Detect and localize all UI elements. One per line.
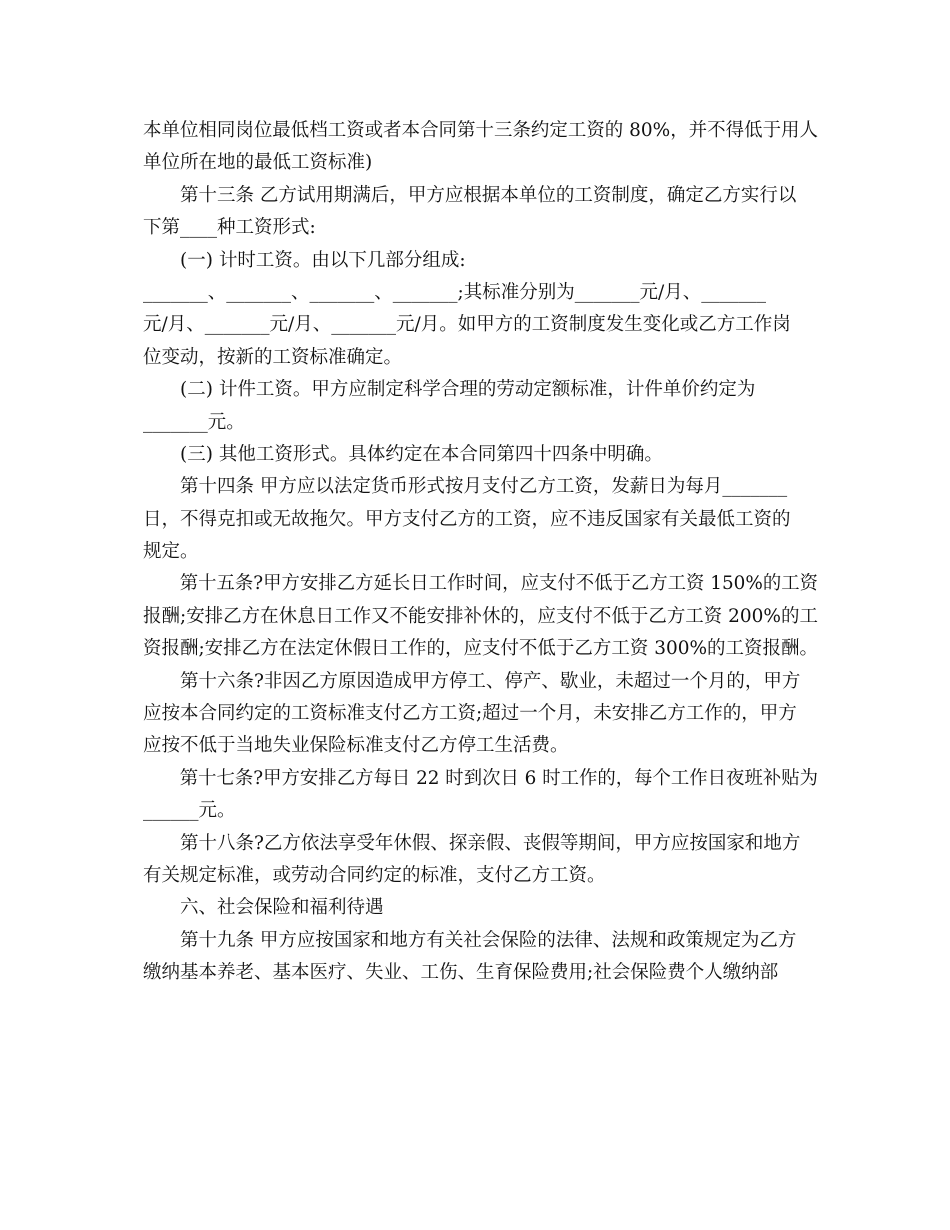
text-line: 单位所在地的最低工资标准): [143, 152, 373, 174]
text-line: 日，不得克扣或无故拖欠。甲方支付乙方的工资，应不违反国家有关最低工资的: [143, 508, 791, 530]
text-line: 资报酬;安排乙方在法定休假日工作的，应支付不低于乙方工资 300%的工资报酬。: [143, 638, 818, 660]
text-line: 有关规定标准，或劳动合同约定的标准，支付乙方工资。: [143, 864, 606, 886]
text-line: 第十七条?甲方安排乙方每日 22 时到次日 6 时工作的，每个工作日夜班补贴为: [179, 767, 818, 789]
text-line: 位变动，按新的工资标准确定。: [143, 346, 403, 368]
text-line: 本单位相同岗位最低档工资或者本合同第十三条约定工资的 80%，并不得低于用人: [143, 120, 819, 141]
text-line: (三) 其他工资形式。具体约定在本合同第四十四条中明确。: [180, 443, 663, 465]
text-line: (一) 计时工资。由以下几部分组成:: [180, 249, 466, 271]
text-line: (二) 计件工资。甲方应制定科学合理的劳动定额标准，计件单价约定为: [180, 379, 756, 401]
text-line: 缴纳基本养老、基本医疗、失业、工伤、生育保险费用;社会保险费个人缴纳部: [143, 962, 779, 984]
text-line: 应按本合同约定的工资标准支付乙方工资;超过一个月，未安排乙方工作的，甲方: [143, 703, 797, 725]
text-line: 第十八条?乙方依法享受年休假、探亲假、丧假等期间，甲方应按国家和地方: [180, 832, 801, 854]
text-line: _______、_______、_______、_______;其标准分别为_______元/月、_______: [143, 281, 766, 303]
text-line: 下第____种工资形式:: [143, 217, 316, 239]
text-line: 第十四条 甲方应以法定货币形式按月支付乙方工资，发薪日为每月_______: [180, 476, 788, 498]
text-line: 报酬;安排乙方在休息日工作又不能安排补休的，应支付不低于乙方工资 200%的工: [143, 605, 818, 627]
contract-text-body: [143, 115, 819, 990]
text-line: 第十三条 乙方试用期满后，甲方应根据本单位的工资制度，确定乙方实行以: [180, 184, 797, 206]
text-line: 规定。: [143, 541, 199, 563]
text-line: _______元。: [143, 411, 245, 433]
text-line: 六、社会保险和福利待遇: [180, 897, 384, 919]
text-line: 元/月、_______元/月、_______元/月。如甲方的工资制度发生变化或乙方工作岗: [143, 314, 791, 336]
text-line: ______元。: [143, 800, 236, 822]
text-line: 第十九条 甲方应按国家和地方有关社会保险的法律、法规和政策规定为乙方: [180, 929, 797, 951]
text-line: 第十五条?甲方安排乙方延长日工作时间，应支付不低于乙方工资 150%的工资: [179, 573, 818, 595]
text-line: 第十六条?非因乙方原因造成甲方停工、停产、歇业，未超过一个月的，甲方: [180, 670, 801, 692]
text-line: 应按不低于当地失业保险标准支付乙方停工生活费。: [143, 735, 569, 757]
